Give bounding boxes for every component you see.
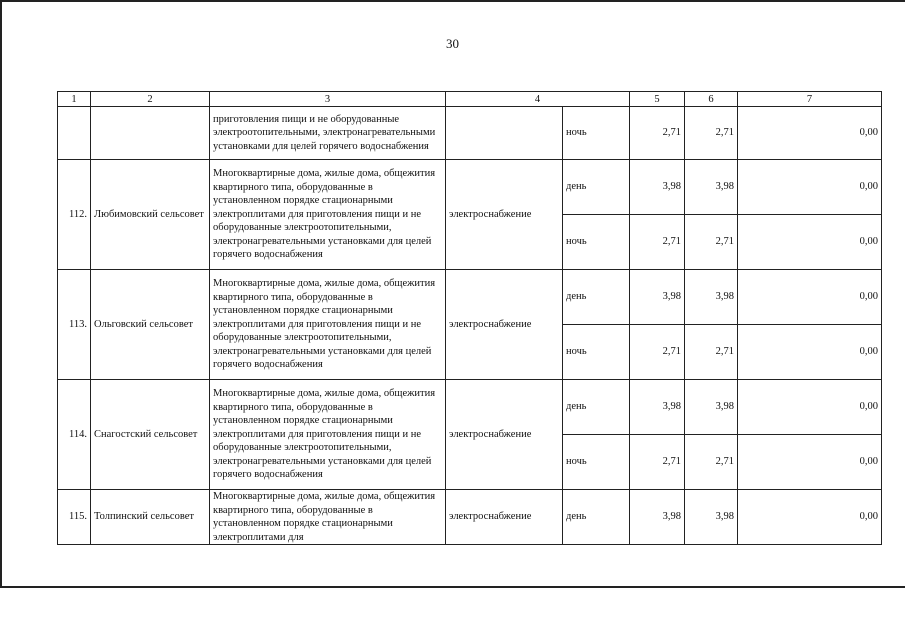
cell-col5: 2,71 — [630, 435, 685, 490]
cell-category: Многоквартирные дома, жилые дома, общежития квартирного типа, оборудованные в установленном порядке стационарными электроплитами для приготовления пищи и не оборудованные электроотопительными, электронагревательными установками для целей горячего водоснабжения — [210, 270, 446, 380]
header-col-6: 6 — [685, 92, 738, 107]
cell-period: ночь — [563, 325, 630, 380]
cell-col7: 0,00 — [738, 325, 882, 380]
cell-num: 115. — [58, 490, 91, 545]
cell-num: 114. — [58, 380, 91, 490]
cell-col7: 0,00 — [738, 380, 882, 435]
cell-service: электроснабжение — [446, 490, 563, 545]
cell-period: день — [563, 270, 630, 325]
table-row — [58, 490, 882, 545]
cell-period: ночь — [563, 215, 630, 270]
cell-num: 112. — [58, 160, 91, 270]
table-row — [58, 380, 882, 435]
cell-col7: 0,00 — [738, 160, 882, 215]
header-col-2: 2 — [91, 92, 210, 107]
header-col-1: 1 — [58, 92, 91, 107]
frame-top-line — [0, 0, 905, 2]
table-row-continuation — [58, 107, 882, 160]
cell-service: электроснабжение — [446, 270, 563, 380]
cell-name: Ольговский сельсовет — [91, 270, 210, 380]
cell-service — [446, 107, 563, 160]
cell-num — [58, 107, 91, 160]
cell-col6: 2,71 — [685, 435, 738, 490]
cell-col6: 3,98 — [685, 380, 738, 435]
cell-col7: 0,00 — [738, 435, 882, 490]
header-col-4: 4 — [446, 92, 630, 107]
cell-col5: 3,98 — [630, 270, 685, 325]
cell-period: день — [563, 160, 630, 215]
cell-period: день — [563, 380, 630, 435]
cell-col5: 3,98 — [630, 490, 685, 545]
tariff-table — [57, 91, 882, 545]
cell-col5: 2,71 — [630, 107, 685, 160]
cell-period: день — [563, 490, 630, 545]
cell-name: Снагостский сельсовет — [91, 380, 210, 490]
cell-col7: 0,00 — [738, 215, 882, 270]
cell-col7: 0,00 — [738, 270, 882, 325]
cell-col5: 2,71 — [630, 325, 685, 380]
cell-period: ночь — [563, 435, 630, 490]
cell-col6: 2,71 — [685, 215, 738, 270]
cell-col7: 0,00 — [738, 490, 882, 545]
cell-service: электроснабжение — [446, 160, 563, 270]
page-number: 30 — [446, 36, 459, 51]
cell-col7: 0,00 — [738, 107, 882, 160]
frame-bottom-line — [0, 586, 905, 588]
table-row — [58, 160, 882, 215]
frame-left-line — [0, 0, 2, 588]
cell-col5: 3,98 — [630, 380, 685, 435]
cell-col6: 3,98 — [685, 490, 738, 545]
cell-col5: 3,98 — [630, 160, 685, 215]
cell-col6: 2,71 — [685, 107, 738, 160]
cell-period: ночь — [563, 107, 630, 160]
header-col-3: 3 — [210, 92, 446, 107]
cell-service: электроснабжение — [446, 380, 563, 490]
header-col-7: 7 — [738, 92, 882, 107]
cell-category: приготовления пищи и не оборудованные электроотопительными, электронагревательными установками для целей горячего водоснабжения — [210, 107, 446, 160]
cell-category: Многоквартирные дома, жилые дома, общежития квартирного типа, оборудованные в установленном порядке стационарными электроплитами для — [210, 490, 446, 545]
table-row — [58, 270, 882, 325]
cell-num: 113. — [58, 270, 91, 380]
cell-name: Любимовский сельсовет — [91, 160, 210, 270]
cell-name: Толпинский сельсовет — [91, 490, 210, 545]
cell-category: Многоквартирные дома, жилые дома, общежития квартирного типа, оборудованные в установленном порядке стационарными электроплитами для приготовления пищи и не оборудованные электроотопительными, электронагревательными установками для целей горячего водоснабжения — [210, 380, 446, 490]
cell-col5: 2,71 — [630, 215, 685, 270]
cell-col6: 3,98 — [685, 160, 738, 215]
cell-col6: 2,71 — [685, 325, 738, 380]
cell-category: Многоквартирные дома, жилые дома, общежития квартирного типа, оборудованные в установленном порядке стационарными электроплитами для приготовления пищи и не оборудованные электроотопительными, электронагревательными установками для целей горячего водоснабжения — [210, 160, 446, 270]
cell-col6: 3,98 — [685, 270, 738, 325]
cell-name — [91, 107, 210, 160]
header-col-5: 5 — [630, 92, 685, 107]
table-header-row — [58, 92, 882, 107]
